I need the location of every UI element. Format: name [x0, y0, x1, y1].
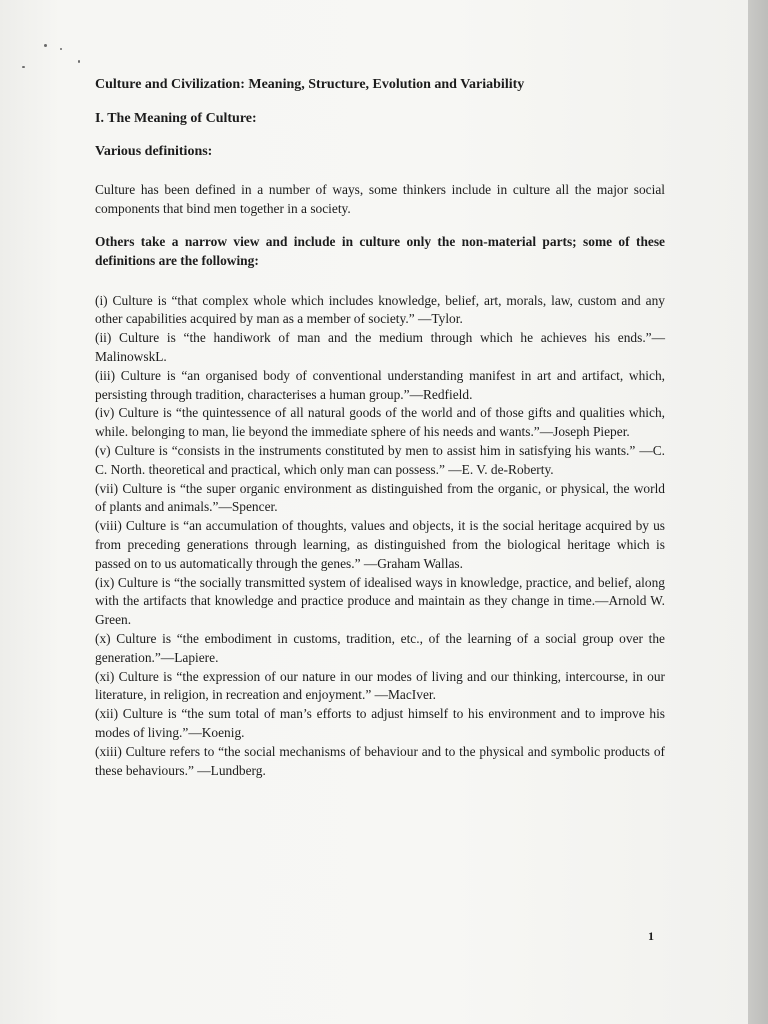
document-body	[95, 76, 665, 780]
definition-item: (iv) Culture is “the quintessence of all natural goods of the world and of those gifts and qualities which, while. belonging to man, lie beyond the immediate sphere of his needs and wants.”—Joseph Pieper.	[95, 405, 665, 440]
intro-paragraph: Culture has been defined in a number of ways, some thinkers include in culture all the major social components that bind men together in a society.	[95, 182, 665, 217]
definition-item: (i) Culture is “that complex whole which includes knowledge, belief, art, morals, law, custom and any other capabilities acquired by man as a member of society.” —Tylor.	[95, 292, 665, 327]
definition-item: (viii) Culture is “an accumulation of thoughts, values and objects, it is the social heritage acquired by us from preceding generations through learning, as distinguished from the biological heritage which is passed on to us automatically through the genes.” —Graham Wallas.	[95, 518, 665, 571]
document-title: Culture and Civilization: Meaning, Structure, Evolution and Variability	[95, 77, 525, 92]
scan-speck	[78, 60, 80, 63]
definitions-list	[95, 292, 665, 781]
scan-edge	[748, 0, 768, 1024]
scan-speck	[60, 48, 62, 50]
definition-item: (ii) Culture is “the handiwork of man and the medium through which he achieves his ends.”—MalinowskL.	[95, 330, 665, 364]
page-number: 1	[648, 929, 654, 943]
narrow-view-paragraph: Others take a narrow view and include in culture only the non-material parts; some of these definitions are the following:	[95, 233, 665, 268]
definition-item: (iii) Culture is “an organised body of conventional understanding manifest in art and artifact, which, persisting through tradition, characterises a human group.”—Redfield.	[95, 367, 665, 402]
definition-item: (x) Culture is “the embodiment in customs, tradition, etc., of the learning of a social group over the generation.”—Lapiere.	[95, 630, 665, 665]
definition-item: (xii) Culture is “the sum total of man’s efforts to adjust himself to his environment and to improve his modes of living.”—Koenig.	[95, 706, 665, 740]
definition-item: (xiii) Culture refers to “the social mechanisms of behaviour and to the physical and symbolic products of these behaviours.” —Lundberg.	[95, 743, 665, 778]
definition-item: (ix) Culture is “the socially transmitted system of idealised ways in knowledge, practice, and belief, along with the artifacts that knowledge and practice produce and maintain as they change in time.—Arnold W. Green.	[95, 574, 665, 628]
scan-speck	[22, 66, 25, 68]
definition-item: (v) Culture is “consists in the instruments constituted by men to assist him in satisfying his wants.” —C. C. North. theoretical and practical, which only man can possess.” —E. V. de-Roberty.	[95, 442, 665, 477]
section-heading: I. The Meaning of Culture:	[95, 110, 257, 126]
subheading: Various definitions:	[95, 143, 213, 159]
scan-speck	[44, 44, 47, 47]
definition-item: (xi) Culture is “the expression of our nature in our modes of living and our thinking, intercourse, in our literature, in religion, in recreation and enjoyment.” —MacIver.	[95, 668, 665, 703]
definition-item: (vii) Culture is “the super organic environment as distinguished from the organic, or physical, the world of plants and animals.”—Spencer.	[95, 480, 665, 515]
